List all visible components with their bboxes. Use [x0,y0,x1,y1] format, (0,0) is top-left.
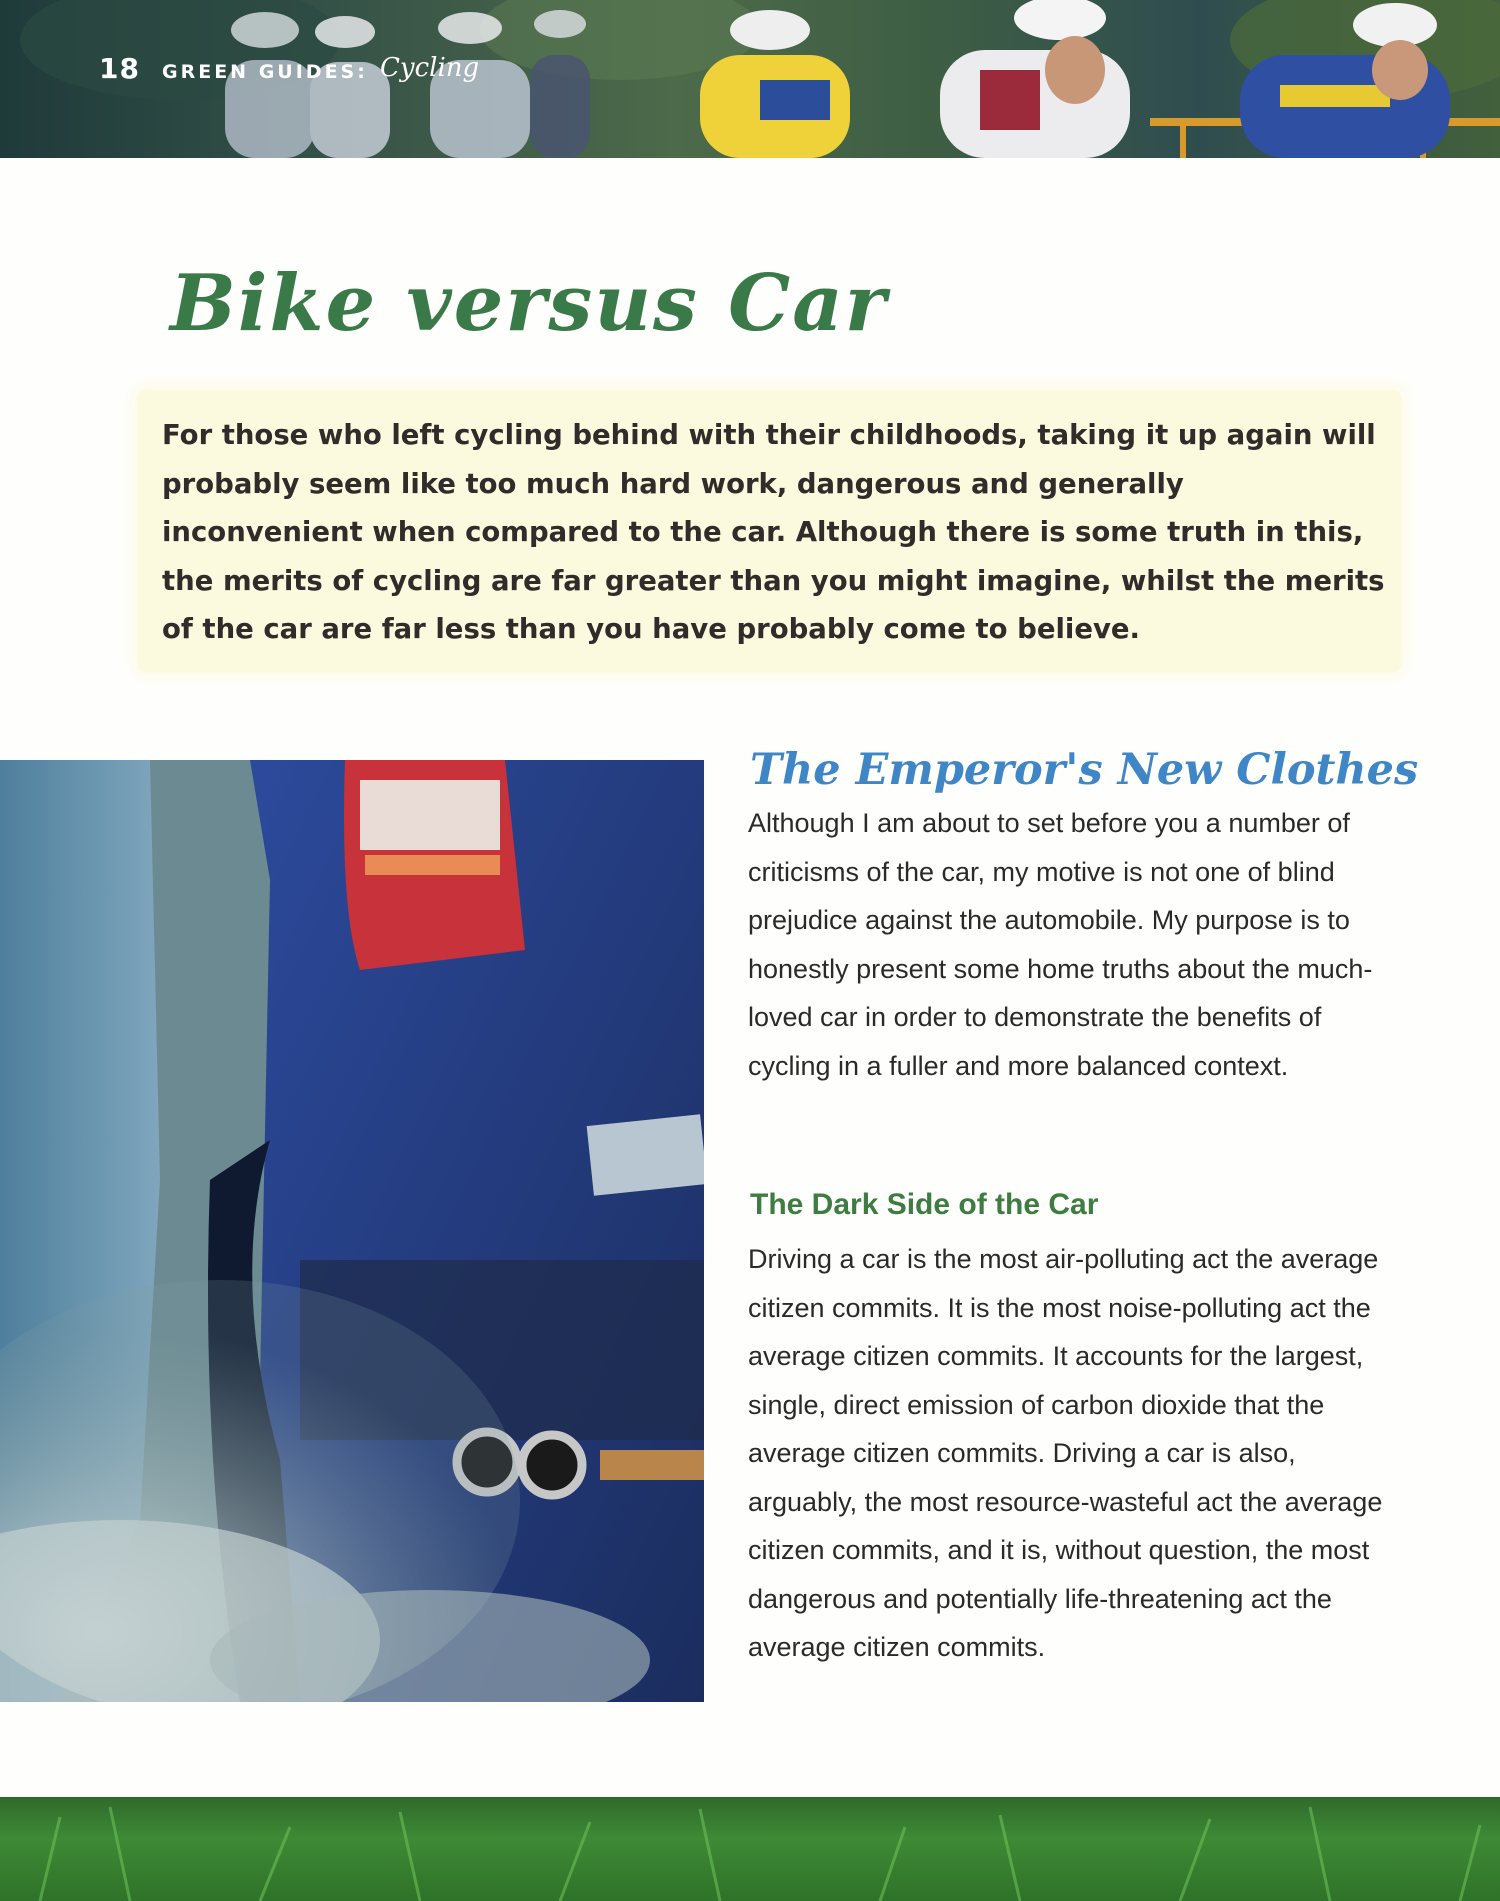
page-number: 18 [99,52,140,85]
page-title: Bike versus Car [170,258,888,349]
grass-texture [0,1797,1500,1901]
section-heading-emperors-new-clothes: The Emperor's New Clothes [750,745,1419,795]
intro-paragraph: For those who left cycling behind with their childhoods, taking it up again will probably seem like too much hard work, dangerous and generally inconvenient when compared to the car. Although there is some truth in this, the merits of cycling are far greater than you might imagine, whilst the merits of the car are far less than you have probably come to believe. [162,419,1385,645]
footer-grass-band [0,1797,1500,1901]
car-exhaust-illustration [0,760,704,1702]
section-body-dark-side: Driving a car is the most air-polluting act the average citizen commits. It is the most noise-polluting act the average citizen commits. It accounts for the largest, single, direct emission of carbon dioxide that the average citizen commits. Driving a car is also, arguably, the most resource-wasteful act the average citizen commits, and it is, without question, the most dangerous and potentially life-threatening act the average citizen commits. [748,1244,1383,1662]
series-title: GREEN GUIDES: [162,61,368,83]
section-heading-dark-side: The Dark Side of the Car [750,1188,1099,1221]
series-subtitle: Cycling [380,53,480,83]
header-banner-photo [0,0,1500,158]
car-exhaust-photo [0,760,704,1702]
section-body-emperors-new-clothes: Although I am about to set before you a number of criticisms of the car, my motive is not one of blind prejudice against the automobile. My purpose is to honestly present some home truths about the much-loved car in order to demonstrate the benefits of cycling in a fuller and more balanced context. [748,808,1373,1081]
